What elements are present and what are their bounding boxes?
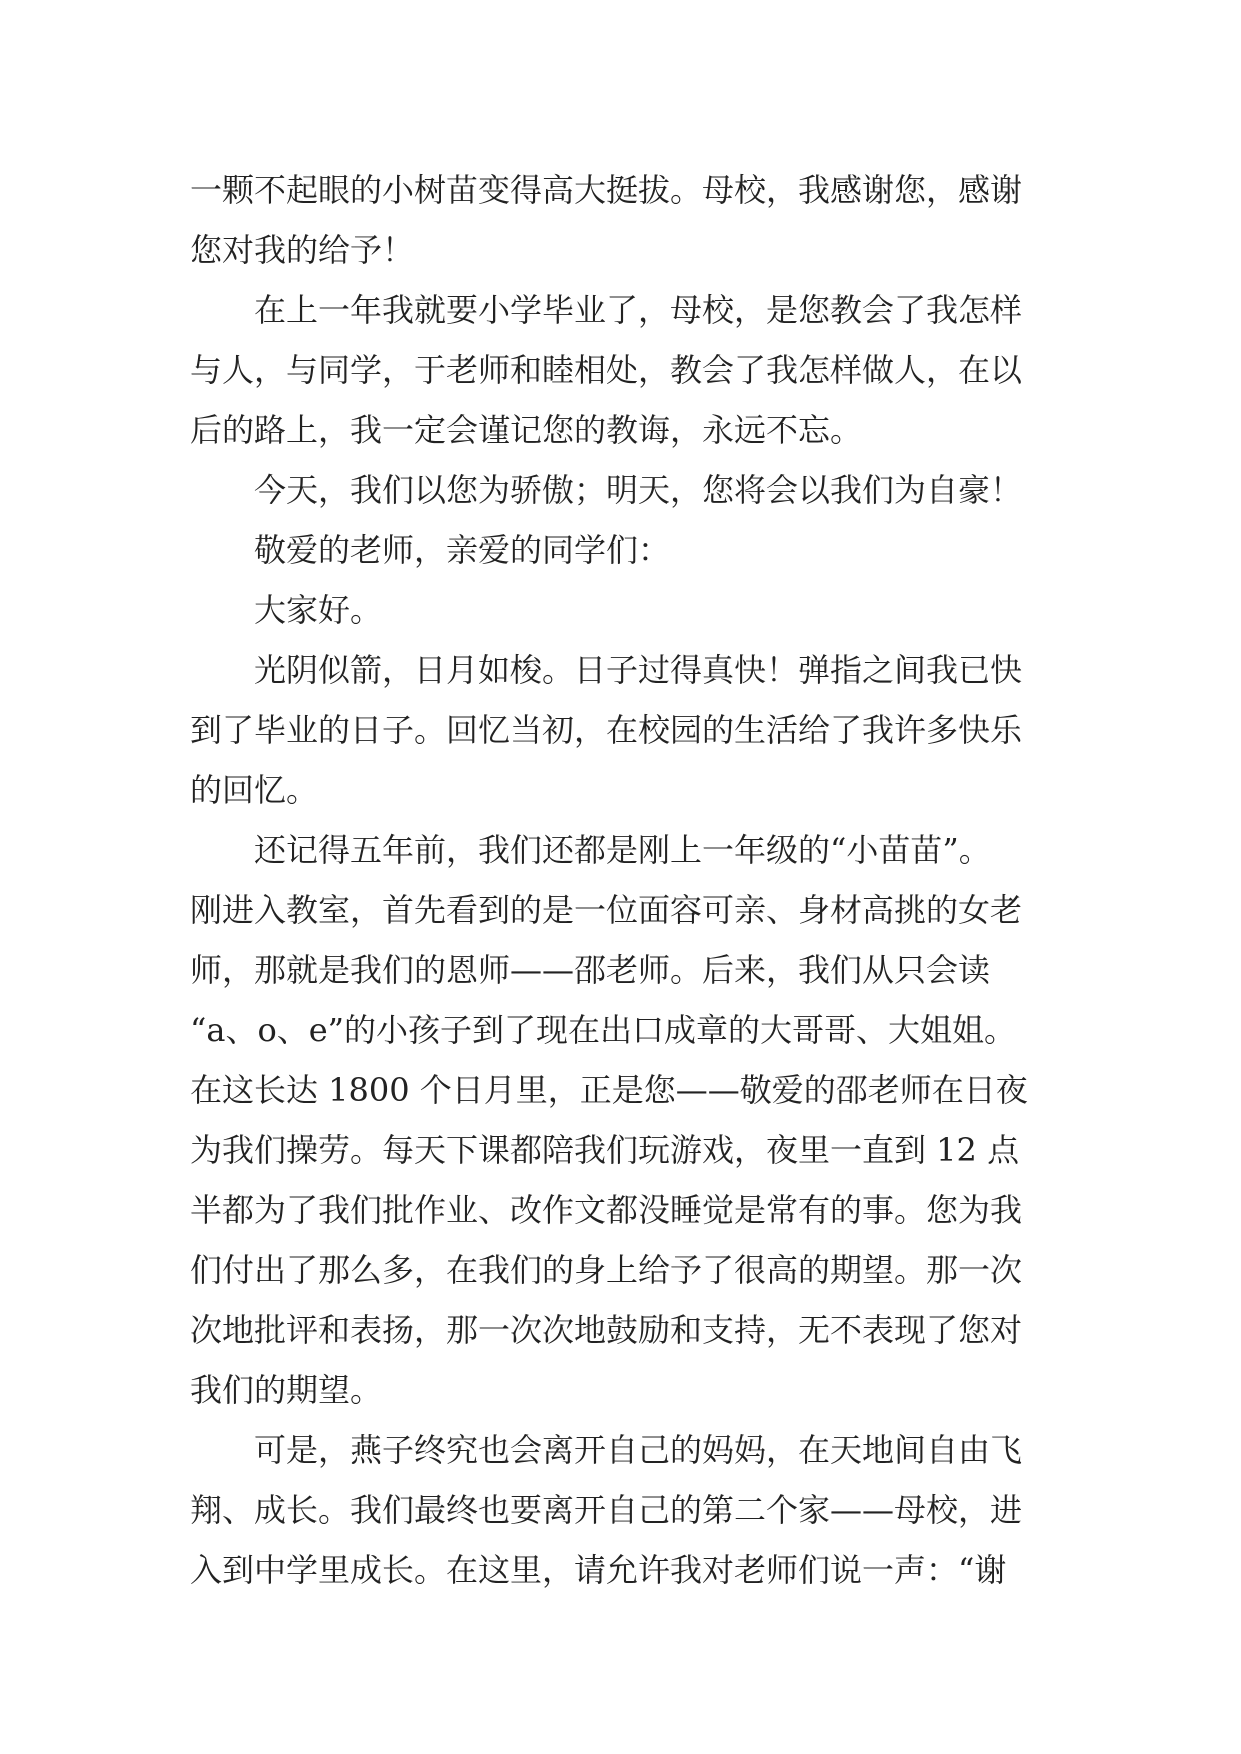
text-line: 刚进入教室，首先看到的是一位面容可亲、身材高挑的女老 [190,891,1023,929]
text-line: 敬爱的老师，亲爱的同学们： [254,531,671,569]
text-line: 在上一年我就要小学毕业了，母校，是您教会了我怎样 [254,291,1023,329]
text-line: 光阴似箭，日月如梭。日子过得真快！弹指之间我已快 [254,651,1023,689]
text-line: 与人，与同学，于老师和睦相处，教会了我怎样做人，在以 [190,351,1023,389]
text-line: 还记得五年前，我们还都是刚上一年级的“小苗苗”。 [254,831,991,869]
document-body [190,160,1070,1600]
text-line: 在这长达 1800 个日月里，正是您——敬爱的邵老师在日夜 [190,1071,1028,1109]
text-line: “a、o、e”的小孩子到了现在出口成章的大哥哥、大姐姐。 [190,1011,1017,1049]
text-line: 次地批评和表扬，那一次次地鼓励和支持，无不表现了您对 [190,1311,1023,1349]
text-line: 翔、成长。我们最终也要离开自己的第二个家——母校，进 [190,1491,1023,1529]
text-line: 半都为了我们批作业、改作文都没睡觉是常有的事。您为我 [190,1191,1023,1229]
text-line: 们付出了那么多，在我们的身上给予了很高的期望。那一次 [190,1251,1023,1289]
text-line: 今天，我们以您为骄傲；明天，您将会以我们为自豪！ [254,471,1023,509]
text-line: 后的路上，我一定会谨记您的教诲，永远不忘。 [190,411,863,449]
text-line: 入到中学里成长。在这里，请允许我对老师们说一声：“谢 [190,1551,1007,1589]
text-line: 为我们操劳。每天下课都陪我们玩游戏，夜里一直到 12 点 [190,1131,1020,1169]
text-line: 大家好。 [254,591,383,629]
text-line: 我们的期望。 [190,1371,383,1409]
text-line: 您对我的给予！ [190,231,415,269]
text-line: 师，那就是我们的恩师——邵老师。后来，我们从只会读 [190,951,991,989]
text-line: 到了毕业的日子。回忆当初，在校园的生活给了我许多快乐 [190,711,1023,749]
text-line: 的回忆。 [190,771,319,809]
text-line: 可是，燕子终究也会离开自己的妈妈，在天地间自由飞 [254,1431,1023,1469]
text-line: 一颗不起眼的小树苗变得高大挺拔。母校，我感谢您，感谢 [190,171,1023,209]
